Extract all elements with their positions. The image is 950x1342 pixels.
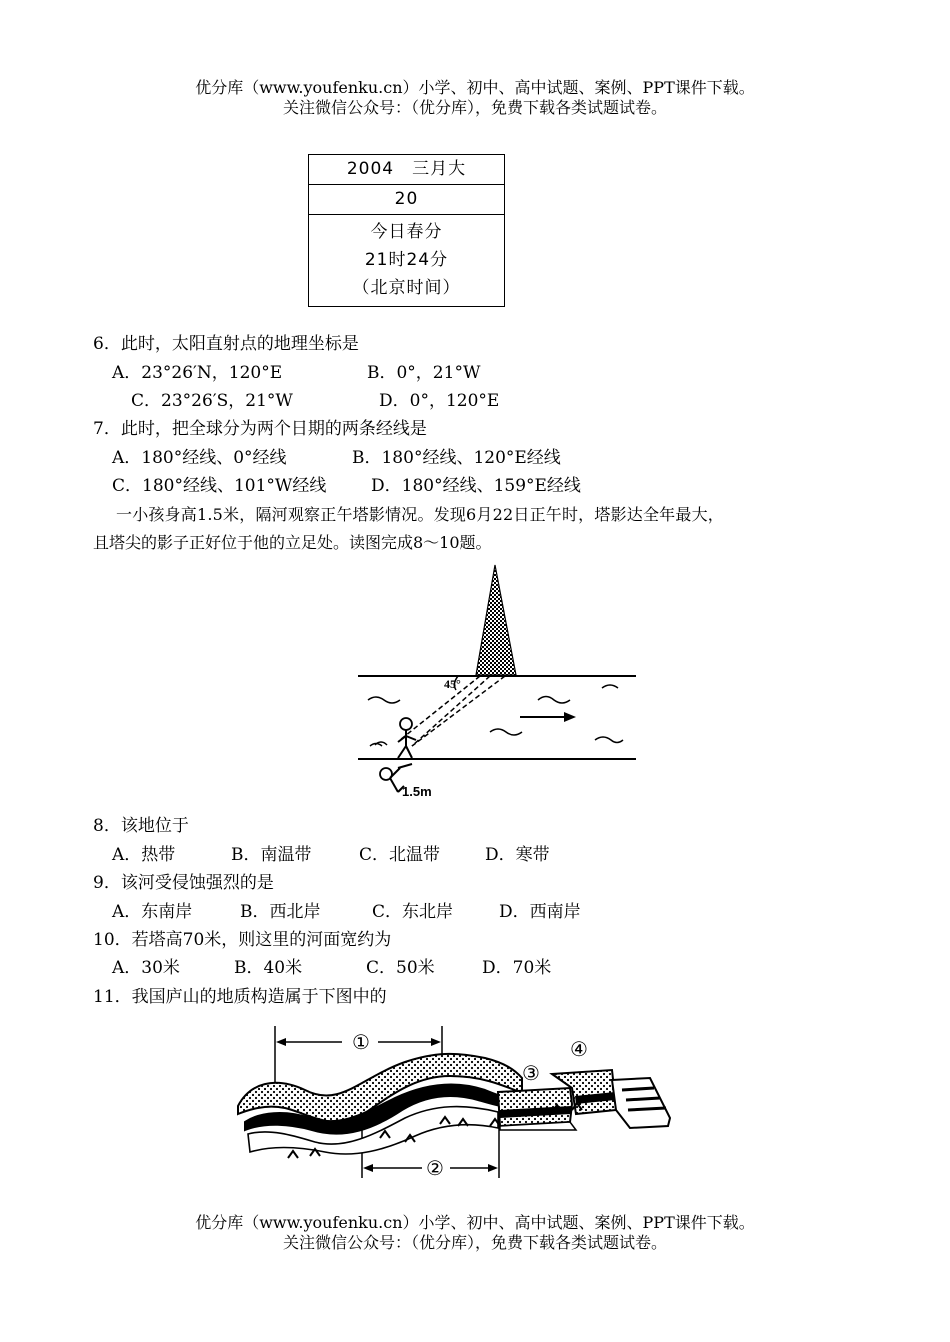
wave <box>602 685 618 688</box>
q8-option-c: C．北温带 <box>359 845 441 865</box>
calendar-note-line: （北京时间） <box>352 278 461 298</box>
label-1: ① <box>352 1030 370 1054</box>
q8-option-a: A．热带 <box>112 845 176 865</box>
wave <box>538 697 570 704</box>
q9-option-c: C．东北岸 <box>372 902 454 922</box>
q6-option-a: A．23°26′N，120°E <box>112 363 283 383</box>
q10-option-d: D．70米 <box>482 958 552 978</box>
q10-option-a: A．30米 <box>112 958 180 978</box>
q10-stem: 10．若塔高70米，则这里的河面宽约为 <box>93 930 392 950</box>
footer-line-2: 关注微信公众号：（优分库），免费下载各类试题试卷。 <box>282 1233 667 1252</box>
q6-stem: 6．此时，太阳直射点的地理坐标是 <box>93 334 359 354</box>
tower <box>476 565 516 675</box>
q10-option-c: C．50米 <box>366 958 435 978</box>
wave <box>490 729 522 735</box>
footer-line-1: 优分库（www.youfenku.cn）小学、初中、高中试题、案例、PPT课件下载。 <box>195 1213 755 1232</box>
calendar-day: 20 <box>309 185 504 215</box>
geology-figure <box>230 1018 680 1188</box>
calendar-note-line: 21时24分 <box>364 250 449 270</box>
q8-stem: 8．该地位于 <box>93 816 189 836</box>
calendar-note <box>309 215 504 306</box>
q7-option-b: B．180°经线、120°E经线 <box>352 448 561 468</box>
q11-stem: 11．我国庐山的地质构造属于下图中的 <box>93 987 387 1007</box>
label-2: ② <box>426 1156 444 1180</box>
q8-option-d: D．寒带 <box>485 845 550 865</box>
label-4: ④ <box>570 1037 588 1061</box>
calendar-box <box>308 154 505 307</box>
calendar-year-month: 2004 三月大 <box>309 155 504 185</box>
q9-option-b: B．西北岸 <box>240 902 321 922</box>
header-line-2: 关注微信公众号：（优分库），免费下载各类试题试卷。 <box>282 98 667 117</box>
q6-option-b: B．0°，21°W <box>367 363 481 383</box>
wave <box>368 697 400 703</box>
label-3: ③ <box>522 1061 540 1085</box>
intro-line-2: 且塔尖的影子正好位于他的立足处。读图完成8～10题。 <box>93 533 492 552</box>
q6-option-d: D．0°，120°E <box>379 391 500 411</box>
q9-option-a: A．东南岸 <box>112 902 193 922</box>
flow-arrow-head <box>564 712 576 722</box>
q9-stem: 9．该河受侵蚀强烈的是 <box>93 873 274 893</box>
q9-option-d: D．西南岸 <box>499 902 581 922</box>
q7-stem: 7．此时，把全球分为两个日期的两条经线是 <box>93 419 427 439</box>
child-height-label: 1.5m <box>402 784 432 799</box>
q10-option-b: B．40米 <box>234 958 303 978</box>
wave <box>595 737 623 743</box>
header-line-1: 优分库（www.youfenku.cn）小学、初中、高中试题、案例、PPT课件下载。 <box>195 78 755 97</box>
q7-option-a: A．180°经线、0°经线 <box>112 448 287 468</box>
child-head <box>400 718 412 730</box>
fault-block-right <box>612 1078 670 1128</box>
tower-shadow-figure <box>340 560 640 815</box>
angle-label: 45° <box>444 677 461 691</box>
q7-option-c: C．180°经线、101°W经线 <box>112 476 327 496</box>
q7-option-d: D．180°经线、159°E经线 <box>371 476 581 496</box>
shadow-line <box>400 676 480 740</box>
calendar-note-line: 今日春分 <box>370 222 443 242</box>
q8-option-b: B．南温带 <box>231 845 312 865</box>
intro-line-1: 一小孩身高1.5米，隔河观察正午塔影情况。发现6月22日正午时，塔影达全年最大， <box>116 505 724 524</box>
q6-option-c: C．23°26′S，21°W <box>131 391 293 411</box>
